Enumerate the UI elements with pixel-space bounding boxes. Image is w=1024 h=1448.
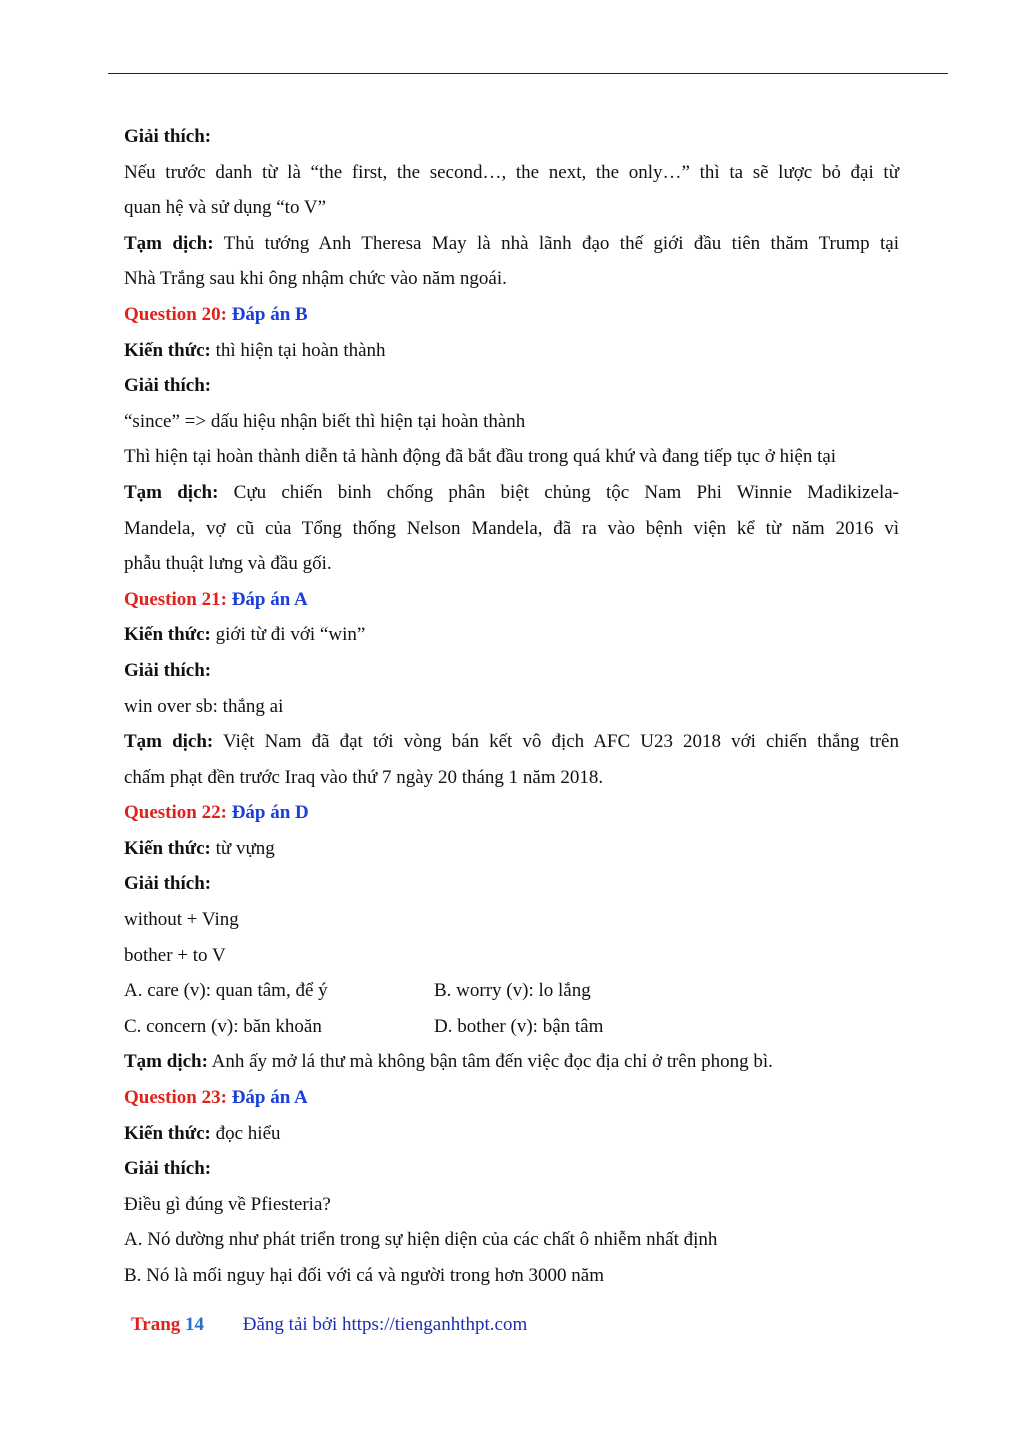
explain-text: Điều gì đúng về Pfiesteria? [124, 1193, 331, 1215]
question-heading-23: Question 23: Đáp án A [124, 1087, 308, 1109]
explain-text: B. Nó là mối nguy hại đối với cá và người trong hơn 3000 năm [124, 1265, 605, 1286]
translation-text: Nhà Trắng sau khi ông nhậm chức vào năm ngoái. [124, 268, 507, 290]
question-heading-20: Question 20: Đáp án B [124, 303, 308, 325]
translation-text: Mandela, vợ cũ của Tổng thống Nelson Mandela, đã ra vào bệnh viện kể từ năm 2016 vì [124, 517, 899, 539]
translation-text: Tạm dịch: Việt Nam đã đạt tới vòng bán kết vô địch AFC U23 2018 với chiến thắng trên [124, 731, 899, 753]
explain-heading: Giải thích: [124, 659, 212, 681]
knowledge-text: Kiến thức: thì hiện tại hoàn thành [124, 339, 386, 361]
translation-text: Tạm dịch: Cựu chiến binh chống phân biệt chủng tộc Nam Phi Winnie Madikizela- [124, 481, 899, 503]
explain-heading: Giải thích: [124, 375, 212, 397]
options-row [124, 1009, 899, 1045]
translation-text: phẫu thuật lưng và đầu gối. [124, 553, 332, 575]
document-body [124, 119, 899, 1294]
explain-heading: Giải thích: [124, 873, 212, 895]
explain-text: bother + to V [124, 944, 226, 966]
option-b: B. worry (v): lo lắng [434, 980, 591, 1002]
upload-credit-link[interactable]: Đăng tải bởi https://tienganhthpt.com [242, 1314, 528, 1335]
knowledge-text: Kiến thức: giới từ đi với “win” [124, 624, 366, 646]
page-number: 14 [185, 1314, 205, 1335]
question-heading-21: Question 21: Đáp án A [124, 588, 308, 610]
option-c: C. concern (v): băn khoăn [124, 1015, 322, 1037]
page-label: Trang [131, 1314, 181, 1335]
header-rule [108, 73, 948, 74]
knowledge-text: Kiến thức: từ vựng [124, 837, 275, 859]
translation-text: Tạm dịch: Anh ấy mở lá thư mà không bận tâm đến việc đọc địa chỉ ở trên phong bì. [124, 1051, 773, 1073]
option-a: A. care (v): quan tâm, để ý [124, 980, 328, 1002]
explain-heading: Giải thích: [124, 1158, 212, 1180]
options-row [124, 973, 899, 1009]
explain-text: Thì hiện tại hoàn thành diễn tả hành động đã bắt đầu trong quá khứ và đang tiếp tục ở hiện tại [124, 446, 837, 468]
page-footer [131, 1314, 527, 1336]
explain-text: without + Ving [124, 909, 239, 931]
option-d: D. bother (v): bận tâm [434, 1015, 604, 1037]
explain-text: Nếu trước danh từ là “the first, the second…, the next, the only…” thì ta sẽ lược bỏ đại từ [124, 161, 899, 183]
explain-heading: Giải thích: [124, 126, 212, 147]
translation-text: chấm phạt đền trước Iraq vào thứ 7 ngày 20 tháng 1 năm 2018. [124, 766, 604, 788]
explain-text: win over sb: thắng ai [124, 695, 284, 717]
explain-text: “since” => dấu hiệu nhận biết thì hiện tại hoàn thành [124, 410, 526, 432]
explain-text: quan hệ và sử dụng “to V” [124, 197, 327, 219]
explain-text: A. Nó dường như phát triển trong sự hiện diện của các chất ô nhiễm nhất định [124, 1229, 718, 1251]
question-heading-22: Question 22: Đáp án D [124, 802, 309, 824]
knowledge-text: Kiến thức: đọc hiểu [124, 1122, 281, 1144]
translation-text: Tạm dịch: Thủ tướng Anh Theresa May là nhà lãnh đạo thế giới đầu tiên thăm Trump tại [124, 232, 899, 254]
